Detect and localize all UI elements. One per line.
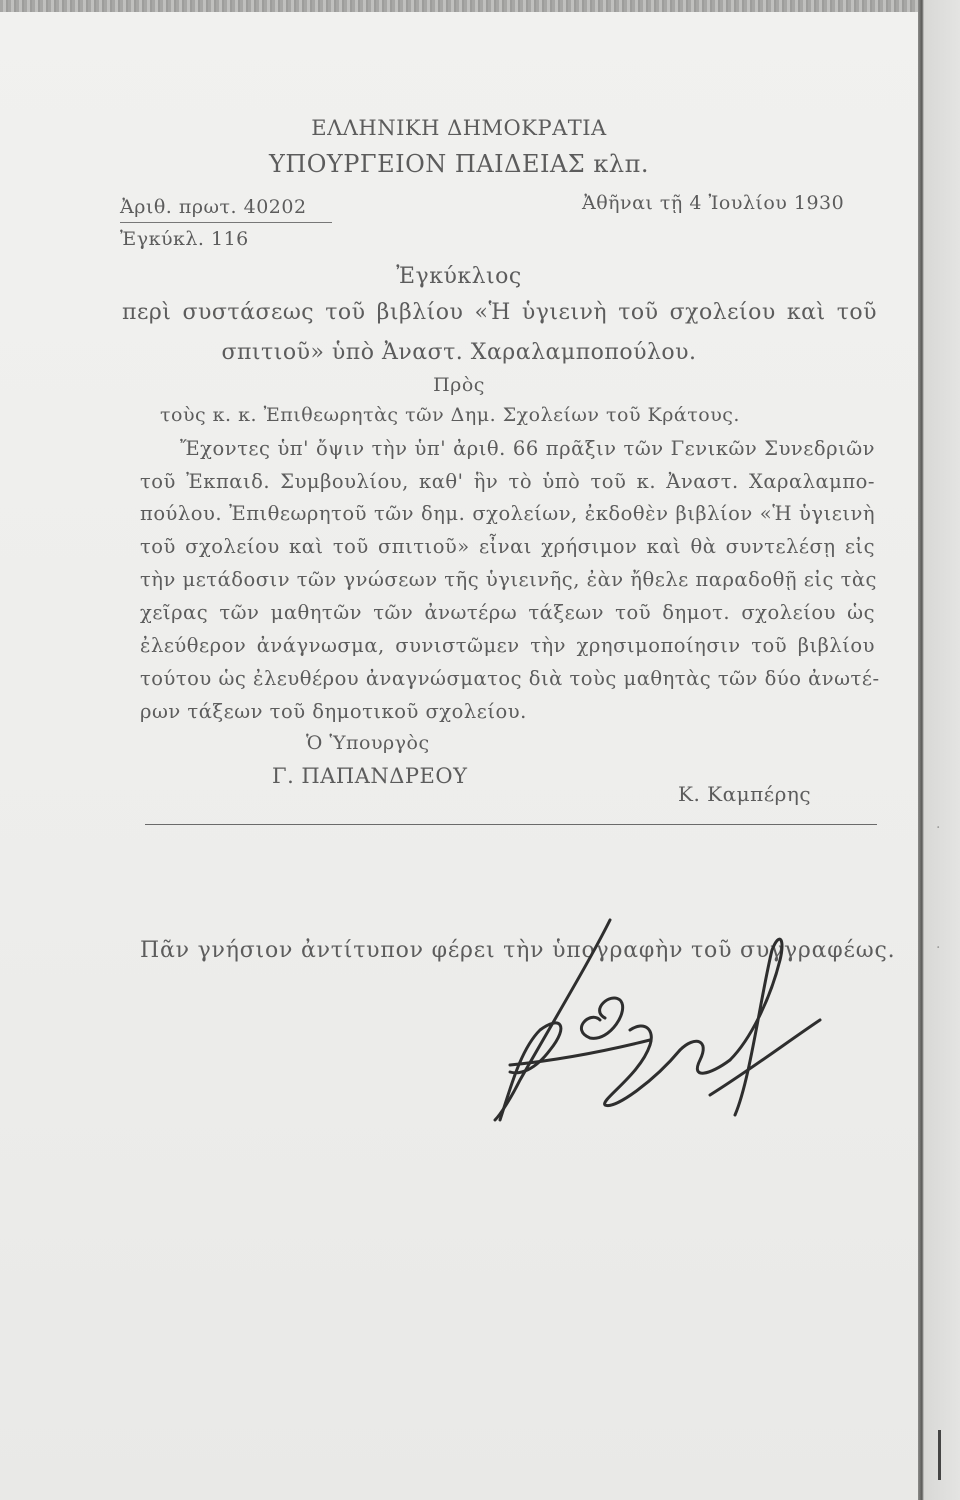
state-heading: ΕΛΛΗΝΙΚΗ ΔΗΜΟΚΡΑΤΙΑ (311, 116, 607, 140)
body-line-9: ρων τάξεων τοῦ δημοτικοῦ σχολείου. (140, 700, 527, 723)
body-line-3: πούλου. Ἐπιθεωρητοῦ τῶν δημ. σχολείων, ἐκδοθὲν βιβλίον «Ἡ ὑγιεινὴ (140, 502, 875, 525)
protocol-number: Ἀριθ. πρωτ. 40202 (120, 196, 307, 218)
protocol-underline (120, 222, 332, 223)
body-line-1: Ἔχοντες ὑπ' ὄψιν τὴν ὑπ' ἀριθ. 66 πρᾶξιν τῶν Γενικῶν Συνεδριῶν (180, 437, 875, 460)
document-date: Ἀθῆναι τῇ 4 Ἰουλίου 1930 (582, 192, 845, 214)
body-line-2: τοῦ Ἐκπαιδ. Συμβουλίου, καθ' ἣν τὸ ὑπὸ τοῦ κ. Ἀναστ. Χαραλαμπο- (140, 470, 875, 493)
minister-name: Γ. ΠΑΠΑΝΔΡΕΟΥ (272, 764, 468, 788)
body-line-6: χεῖρας τῶν μαθητῶν τῶν ἀνωτέρω τάξεων τοῦ δημοτ. σχολείου ὡς (140, 601, 875, 624)
recipients-line: τοὺς κ. κ. Ἐπιθεωρητὰς τῶν Δημ. Σχολείων τοῦ Κράτους. (160, 404, 740, 426)
minister-title: Ὁ Ὑπουργὸς (306, 732, 430, 754)
authenticity-note: Πᾶν γνήσιον ἀντίτυπον φέρει τὴν ὑπογραφὴν τοῦ συγγραφέως. (140, 938, 896, 963)
secretary-name: Κ. Καμπέρης (678, 782, 812, 806)
author-signature (480, 900, 840, 1140)
page-top-edge (0, 0, 960, 12)
subject-line-1: περὶ συστάσεως τοῦ βιβλίου «Ἡ ὑγιεινὴ τοῦ σχολείου καὶ τοῦ (122, 300, 877, 325)
circular-heading: Ἐγκύκλιος (396, 264, 522, 289)
body-line-7: ἐλεύθερον ἀνάγνωσμα, συνιστῶμεν τὴν χρησιμοποίησιν τοῦ βιβλίου (140, 634, 875, 657)
circular-number: Ἐγκύκλ. 116 (120, 228, 249, 250)
body-line-4: τοῦ σχολείου καὶ τοῦ σπιτιοῦ» εἶναι χρήσιμον καὶ θὰ συντελέσῃ εἰς (140, 535, 875, 558)
subject-line-2: σπιτιοῦ» ὑπὸ Ἀναστ. Χαραλαμποπούλου. (221, 340, 697, 365)
gutter-mark: · (936, 820, 941, 836)
separator-rule (145, 824, 877, 825)
book-gutter (918, 0, 960, 1500)
ministry-heading: ΥΠΟΥΡΓΕΙΟΝ ΠΑΙΔΕΙΑΣ κλπ. (268, 150, 649, 178)
gutter-mark: · (936, 940, 941, 956)
body-line-8: τούτου ὡς ἐλευθέρου ἀναγνώσματος διὰ τοὺς μαθητὰς τῶν δύο ἀνωτέ- (140, 667, 880, 690)
page-edge-mark (938, 1430, 941, 1480)
to-label: Πρὸς (433, 374, 485, 396)
body-line-5: τὴν μετάδοσιν τῶν γνώσεων τῆς ὑγιεινῆς, ἐὰν ἤθελε παραδοθῇ εἰς τὰς (140, 568, 877, 591)
